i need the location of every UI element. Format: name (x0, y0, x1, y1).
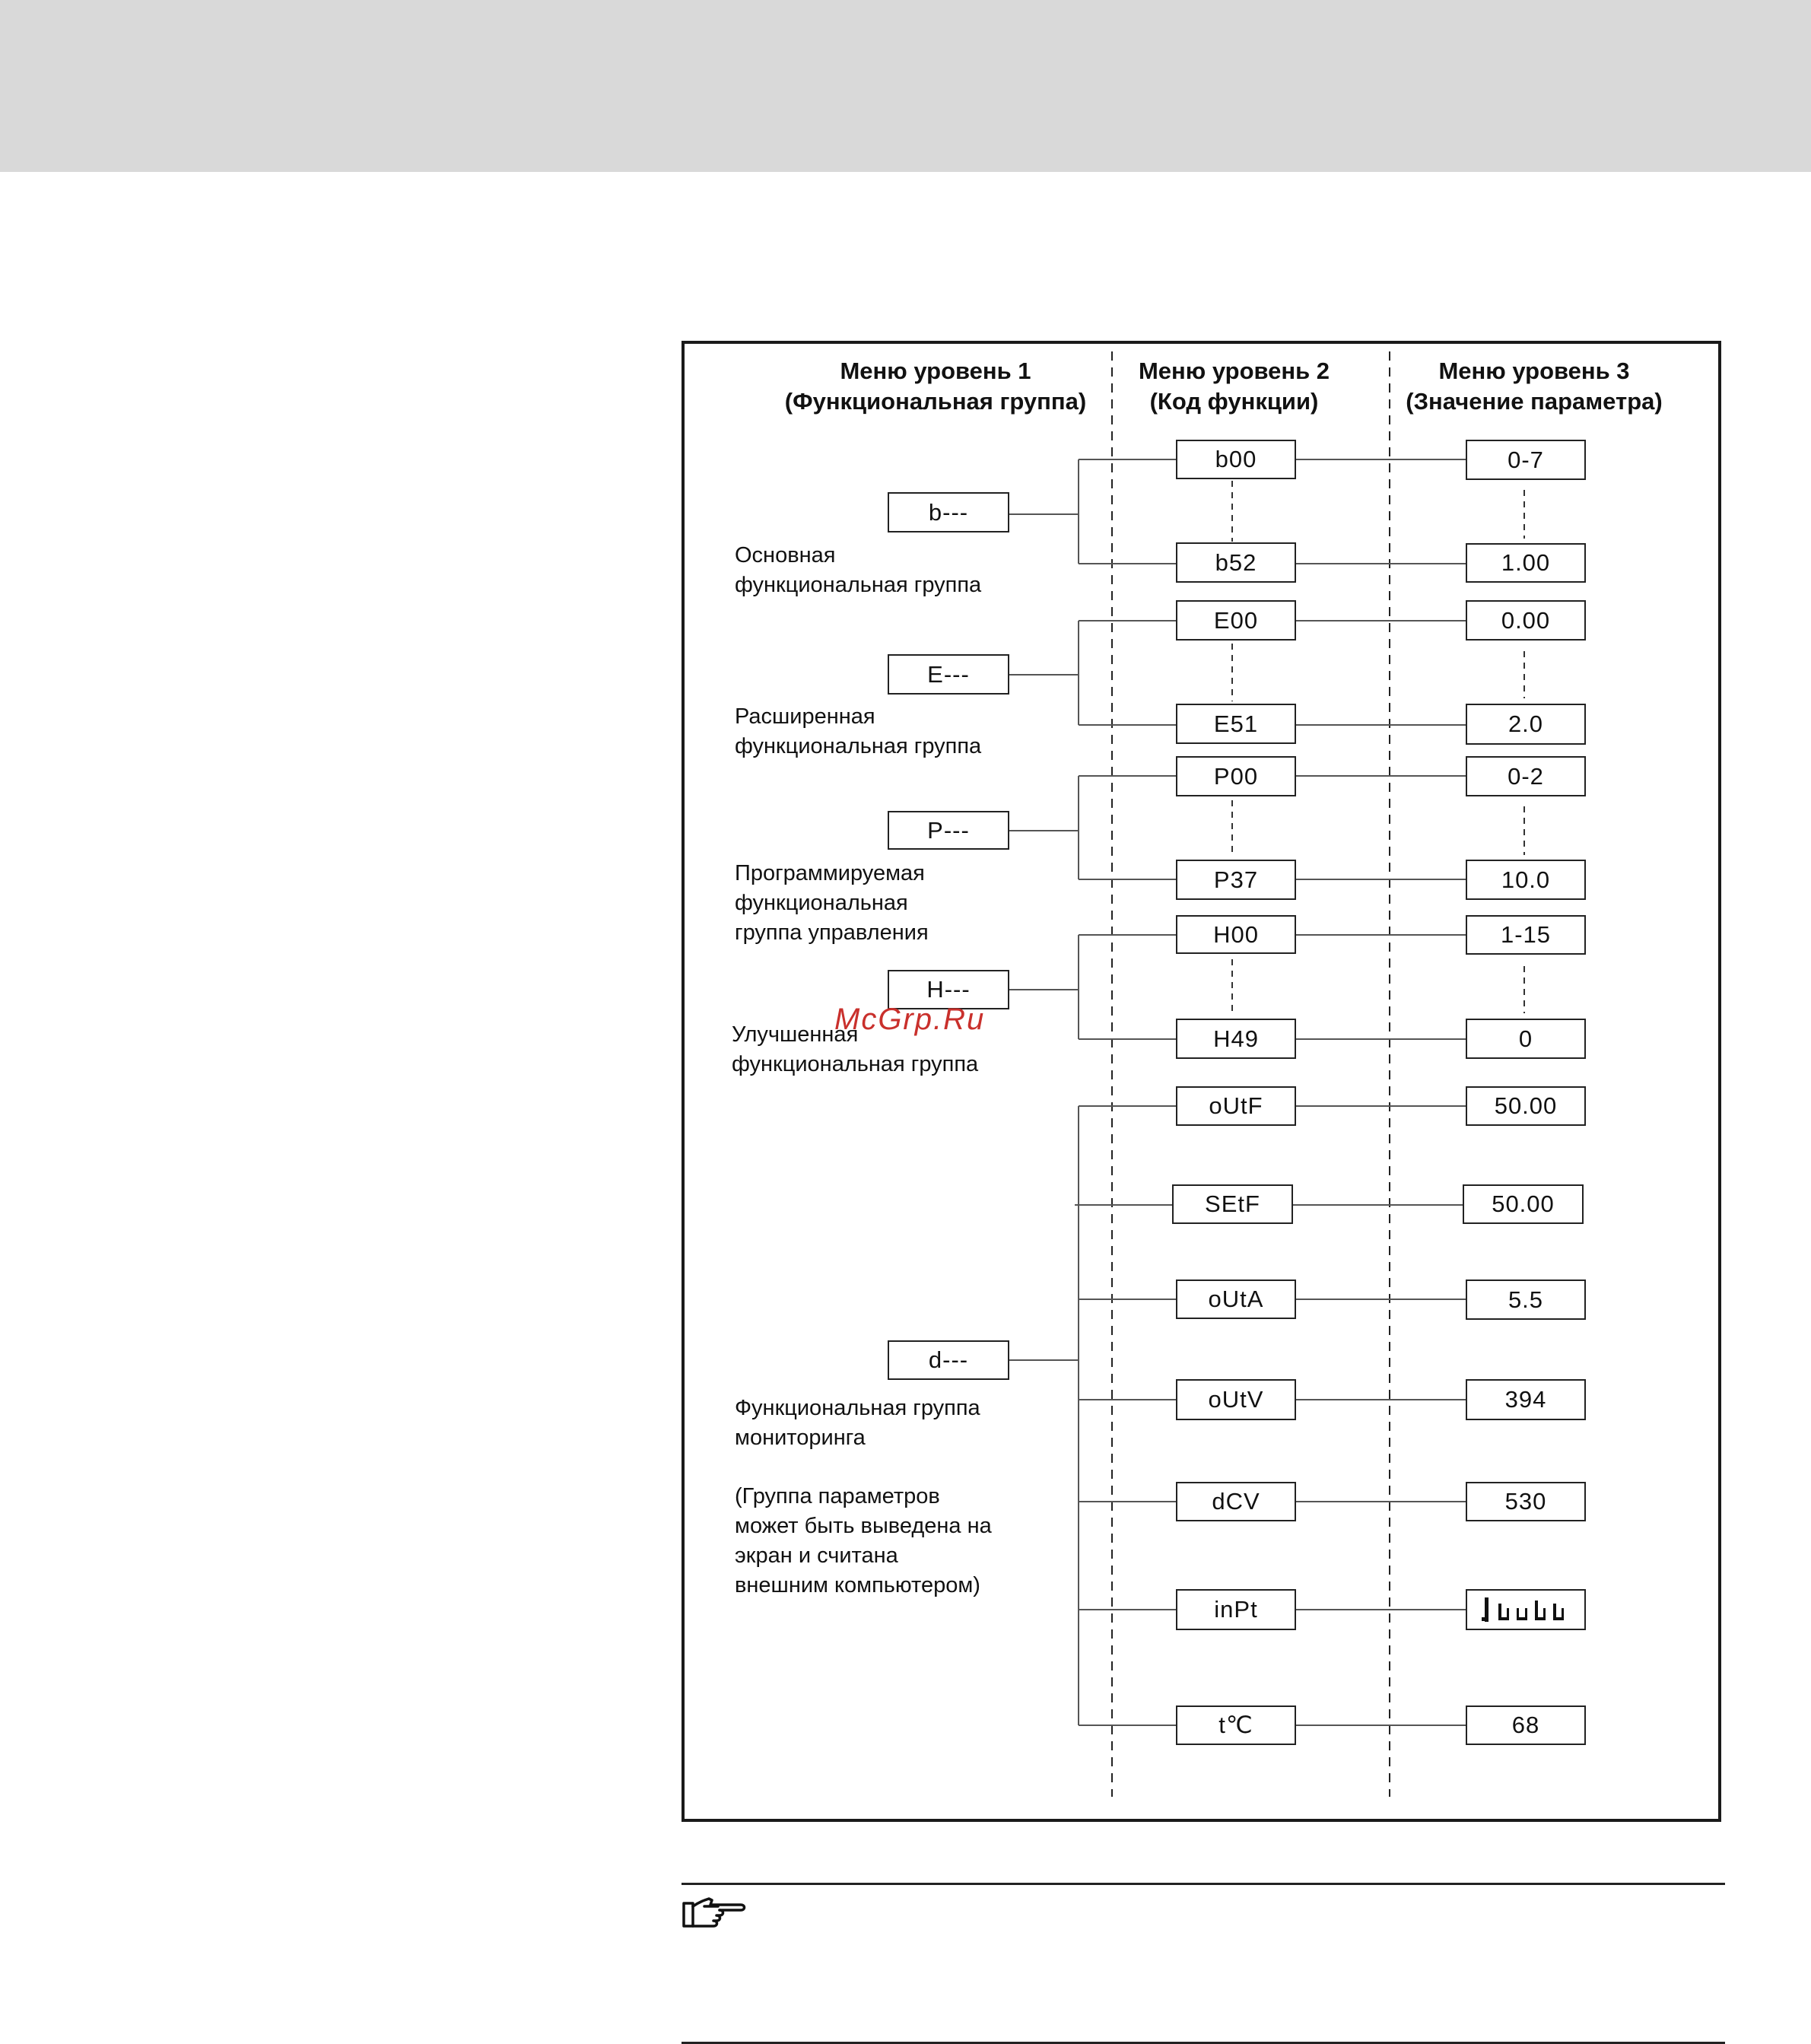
group-box-p: P--- (888, 811, 1009, 850)
code-box-b52: b52 (1176, 542, 1296, 583)
group-box-d: d--- (888, 1340, 1009, 1380)
b-group-wire (1009, 459, 1176, 564)
value-box-outf: 50.00 (1466, 1086, 1586, 1126)
value-box-temp: 68 (1466, 1705, 1586, 1745)
code-box-h49: H49 (1176, 1019, 1296, 1059)
group-desc-d-line-1: Функциональная группа (735, 1396, 980, 1420)
group-desc-e (735, 702, 981, 761)
group-desc-b (735, 541, 981, 600)
header-level-1-title: Меню уровень 1 (840, 358, 1031, 384)
group-note-d-line-3: экран и считана (735, 1543, 898, 1568)
code-box-p37: P37 (1176, 860, 1296, 900)
header-level-1 (768, 356, 1103, 417)
d-row-wire (1293, 1106, 1466, 1725)
group-desc-d (735, 1394, 980, 1453)
value-box-h00: 1-15 (1466, 915, 1586, 955)
header-level-2-subtitle: (Код функции) (1149, 388, 1319, 415)
group-note-d-line-2: может быть выведена на (735, 1514, 992, 1538)
header-level-3-title: Меню уровень 3 (1438, 358, 1630, 384)
group-desc-p (735, 859, 929, 948)
group-desc-b-line-2: функциональная группа (735, 573, 982, 597)
code-box-inpt: inPt (1176, 1589, 1296, 1630)
code-box-e51: E51 (1176, 704, 1296, 744)
code-box-outa: oUtA (1176, 1279, 1296, 1319)
value-box-h49: 0 (1466, 1019, 1586, 1059)
header-level-2-title: Меню уровень 2 (1138, 358, 1330, 384)
segment-display-icon (1480, 1594, 1571, 1625)
value-box-outv: 394 (1466, 1379, 1586, 1420)
group-desc-p-line-2: функциональная (735, 891, 908, 915)
value-box-e51: 2.0 (1466, 704, 1586, 745)
header-level-3-subtitle: (Значение параметра) (1406, 388, 1663, 415)
value-box-p37: 10.0 (1466, 860, 1586, 900)
value-box-p00: 0-2 (1466, 756, 1586, 796)
d-group-wire (1009, 1106, 1176, 1725)
note-top-rule (682, 1883, 1725, 1885)
group-desc-p-line-3: группа управления (735, 920, 929, 945)
header-level-3 (1393, 356, 1675, 417)
value-box-outa: 5.5 (1466, 1279, 1586, 1320)
code-box-temp: t℃ (1176, 1705, 1296, 1745)
group-box-h: H--- (888, 970, 1009, 1009)
code-box-h00: H00 (1176, 915, 1296, 954)
value-box-b00: 0-7 (1466, 440, 1586, 480)
watermark: McGrp.Ru (834, 1003, 986, 1036)
value-box-setf: 50.00 (1463, 1184, 1584, 1224)
e-row-wire (1296, 621, 1466, 725)
p-group-wire (1009, 776, 1176, 879)
h-group-wire (1009, 935, 1176, 1039)
header-level-2 (1118, 356, 1350, 417)
code-box-outv: oUtV (1176, 1379, 1296, 1420)
group-desc-b-line-1: Основная (735, 543, 836, 567)
value-box-b52: 1.00 (1466, 543, 1586, 583)
code-box-outf: oUtF (1176, 1086, 1296, 1126)
value-box-dcv: 530 (1466, 1482, 1586, 1521)
h-row-wire (1296, 935, 1466, 1039)
group-note-d-line-4: внешним компьютером) (735, 1573, 980, 1597)
group-desc-e-line-1: Расширенная (735, 704, 875, 729)
header-level-1-subtitle: (Функциональная группа) (784, 388, 1087, 415)
b-row-wire (1296, 459, 1466, 564)
value-box-inpt (1466, 1589, 1586, 1630)
code-box-b00: b00 (1176, 440, 1296, 479)
group-desc-e-line-2: функциональная группа (735, 734, 982, 758)
group-note-d (735, 1482, 992, 1601)
p-row-wire (1296, 776, 1466, 879)
group-desc-h-line-2: функциональная группа (732, 1052, 979, 1076)
code-box-setf: SEtF (1172, 1184, 1293, 1224)
group-desc-d-line-2: мониторинга (735, 1426, 866, 1450)
group-desc-p-line-1: Программируемая (735, 861, 925, 885)
value-box-e00: 0.00 (1466, 600, 1586, 641)
group-desc-h-line-1: Улучшенная (732, 1022, 859, 1047)
group-note-d-line-1: (Группа параметров (735, 1484, 940, 1508)
code-box-dcv: dCV (1176, 1482, 1296, 1521)
group-box-b: b--- (888, 492, 1009, 532)
code-box-e00: E00 (1176, 600, 1296, 641)
e-group-wire (1009, 621, 1176, 725)
group-box-e: E--- (888, 654, 1009, 695)
pointing-hand-icon (682, 1897, 747, 1932)
code-box-p00: P00 (1176, 756, 1296, 796)
